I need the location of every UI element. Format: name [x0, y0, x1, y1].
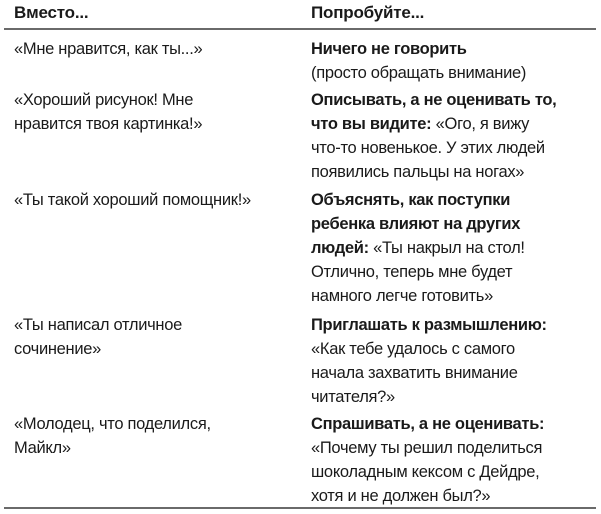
- bottom-rule: [4, 507, 596, 509]
- try-cell: [311, 412, 597, 508]
- try-text: «Как тебе удалось с самого: [311, 340, 515, 358]
- instead-cell: [14, 37, 304, 61]
- instead-cell: [14, 313, 304, 361]
- instead-text: нравится твоя картинка!»: [14, 115, 203, 133]
- try-text: начала захватить внимание: [311, 364, 518, 382]
- try-text: шоколадным кексом с Дейдре,: [311, 463, 540, 481]
- try-text: намного легче готовить»: [311, 287, 493, 305]
- try-text: Отлично, теперь мне будет: [311, 263, 513, 281]
- header-try: Попробуйте...: [311, 3, 425, 22]
- instead-text: «Мне нравится, как ты...»: [14, 40, 203, 58]
- instead-text: «Ты такой хороший помощник!»: [14, 191, 251, 209]
- try-heading: Спрашивать, а не оценивать:: [311, 415, 545, 433]
- try-cell: [311, 313, 597, 409]
- try-heading: ребенка влияют на других: [311, 215, 521, 233]
- header-instead: Вместо...: [14, 3, 89, 22]
- try-heading: что вы видите:: [311, 115, 432, 133]
- try-cell: [311, 88, 597, 184]
- try-text: «Почему ты решил поделиться: [311, 439, 543, 457]
- try-heading: Объяснять, как поступки: [311, 191, 511, 209]
- try-text: «Ого, я вижу: [431, 115, 530, 133]
- try-heading: людей:: [311, 239, 369, 257]
- instead-cell: [14, 88, 304, 136]
- instead-text: сочинение»: [14, 340, 102, 358]
- instead-cell: [14, 188, 304, 212]
- try-heading: Описывать, а не оценивать то,: [311, 91, 557, 109]
- try-text: (просто обращать внимание): [311, 64, 527, 82]
- try-heading: Приглашать к размышлению:: [311, 316, 547, 334]
- instead-text: «Молодец, что поделился,: [14, 415, 211, 433]
- try-text: «Ты накрыл на стол!: [368, 239, 525, 257]
- try-text: читателя?»: [311, 388, 395, 406]
- instead-text: Майкл»: [14, 439, 71, 457]
- instead-text: «Ты написал отличное: [14, 316, 182, 334]
- instead-cell: [14, 412, 304, 460]
- try-cell: [311, 37, 597, 85]
- table-header: [4, 0, 596, 30]
- try-heading: Ничего не говорить: [311, 40, 467, 58]
- try-cell: [311, 188, 597, 308]
- instead-text: «Хороший рисунок! Мне: [14, 91, 194, 109]
- try-text: хотя и не должен был?»: [311, 487, 491, 505]
- try-text: появились пальцы на ногах»: [311, 163, 525, 181]
- try-text: что-то новенькое. У этих людей: [311, 139, 545, 157]
